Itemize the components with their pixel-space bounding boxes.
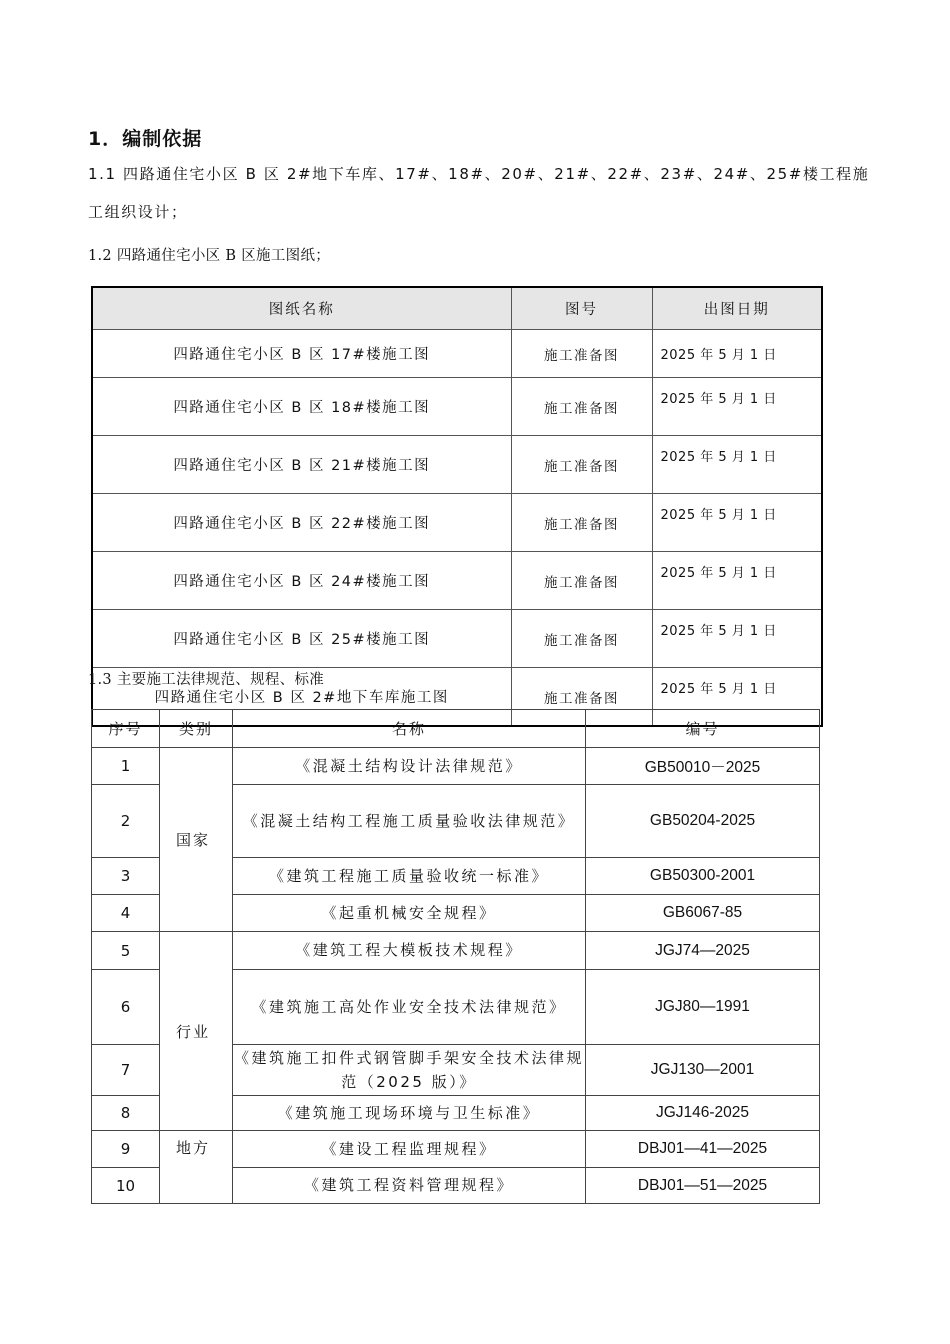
drawing-name: 四路通住宅小区 B 区 2#地下车库施工图 bbox=[92, 668, 511, 727]
table-row bbox=[92, 378, 822, 436]
issue-date: 2025 年 5 月 1 日 bbox=[652, 330, 822, 378]
standard-code: JGJ130—2001 bbox=[586, 1045, 820, 1096]
header-category: 类别 bbox=[160, 710, 233, 748]
serial-number: 9 bbox=[92, 1131, 160, 1168]
basis-item-2: 1.2 四路通住宅小区 B 区施工图纸； bbox=[88, 248, 331, 264]
header-standard-code: 编号 bbox=[586, 710, 820, 748]
drawing-number: 施工准备图 bbox=[511, 378, 652, 436]
standard-name: 《起重机械安全规程》 bbox=[233, 895, 586, 932]
drawings-header-row bbox=[92, 287, 822, 330]
drawing-name: 四路通住宅小区 B 区 24#楼施工图 bbox=[92, 552, 511, 610]
category-local: 地方 bbox=[160, 1131, 233, 1204]
header-serial-number: 序号 bbox=[92, 710, 160, 748]
standard-code: DBJ01—51—2025 bbox=[586, 1168, 820, 1204]
issue-date: 2025 年 5 月 1 日 bbox=[652, 552, 822, 610]
drawing-number: 施工准备图 bbox=[511, 668, 652, 727]
serial-number: 8 bbox=[92, 1096, 160, 1131]
standard-name: 《建设工程监理规程》 bbox=[233, 1131, 586, 1168]
basis-item-3: 1.3 主要施工法律规范、规程、标准 bbox=[88, 672, 325, 688]
serial-number: 3 bbox=[92, 858, 160, 895]
header-issue-date: 出图日期 bbox=[652, 287, 822, 330]
standard-code: JGJ74—2025 bbox=[586, 932, 820, 970]
drawing-number: 施工准备图 bbox=[511, 494, 652, 552]
table-row bbox=[92, 552, 822, 610]
standard-name: 《建筑工程施工质量验收统一标准》 bbox=[233, 858, 586, 895]
issue-date: 2025 年 5 月 1 日 bbox=[652, 668, 822, 727]
category-industry: 行业 bbox=[160, 932, 233, 1131]
serial-number: 2 bbox=[92, 785, 160, 858]
standard-code: GB50300-2001 bbox=[586, 858, 820, 895]
table-row bbox=[92, 932, 820, 970]
standard-name: 《建筑工程大模板技术规程》 bbox=[233, 932, 586, 970]
table-row bbox=[92, 436, 822, 494]
basis-item-1-line-1: 1.1 四路通住宅小区 B 区 2#地下车库、17#、18#、20#、21#、22#、23#、24#、25#楼工程施 bbox=[88, 165, 870, 183]
drawing-name: 四路通住宅小区 B 区 25#楼施工图 bbox=[92, 610, 511, 668]
standard-code: GB50204-2025 bbox=[586, 785, 820, 858]
standard-code: GB50010－2025 bbox=[586, 748, 820, 785]
standard-name: 《建筑施工扣件式钢管脚手架安全技术法律规范（2025 版）》 bbox=[233, 1045, 586, 1096]
header-standard-name: 名称 bbox=[233, 710, 586, 748]
table-row bbox=[92, 1131, 820, 1168]
drawing-number: 施工准备图 bbox=[511, 330, 652, 378]
category-national: 国家 bbox=[160, 748, 233, 932]
serial-number: 6 bbox=[92, 970, 160, 1045]
serial-number: 1 bbox=[92, 748, 160, 785]
standard-name: 《混凝土结构工程施工质量验收法律规范》 bbox=[233, 785, 586, 858]
table-row bbox=[92, 748, 820, 785]
issue-date: 2025 年 5 月 1 日 bbox=[652, 494, 822, 552]
drawing-name: 四路通住宅小区 B 区 21#楼施工图 bbox=[92, 436, 511, 494]
standards-table bbox=[91, 709, 820, 1204]
header-drawing-number: 图号 bbox=[511, 287, 652, 330]
standard-code: GB6067-85 bbox=[586, 895, 820, 932]
issue-date: 2025 年 5 月 1 日 bbox=[652, 378, 822, 436]
table-row bbox=[92, 330, 822, 378]
issue-date: 2025 年 5 月 1 日 bbox=[652, 436, 822, 494]
drawings-table bbox=[91, 286, 823, 727]
drawing-name: 四路通住宅小区 B 区 22#楼施工图 bbox=[92, 494, 511, 552]
serial-number: 4 bbox=[92, 895, 160, 932]
standard-code: JGJ80—1991 bbox=[586, 970, 820, 1045]
standard-name: 《建筑工程资料管理规程》 bbox=[233, 1168, 586, 1204]
standard-code: JGJ146-2025 bbox=[586, 1096, 820, 1131]
standards-header-row bbox=[92, 710, 820, 748]
drawing-name: 四路通住宅小区 B 区 18#楼施工图 bbox=[92, 378, 511, 436]
serial-number: 10 bbox=[92, 1168, 160, 1204]
drawing-number: 施工准备图 bbox=[511, 552, 652, 610]
standard-code: DBJ01—41—2025 bbox=[586, 1131, 820, 1168]
basis-item-1-line-2: 工组织设计； bbox=[88, 203, 188, 221]
section-heading: 1．编制依据 bbox=[88, 128, 203, 150]
serial-number: 7 bbox=[92, 1045, 160, 1096]
table-row bbox=[92, 494, 822, 552]
drawing-number: 施工准备图 bbox=[511, 436, 652, 494]
header-drawing-name: 图纸名称 bbox=[92, 287, 511, 330]
issue-date: 2025 年 5 月 1 日 bbox=[652, 610, 822, 668]
drawing-name: 四路通住宅小区 B 区 17#楼施工图 bbox=[92, 330, 511, 378]
drawing-number: 施工准备图 bbox=[511, 610, 652, 668]
standard-name: 《混凝土结构设计法律规范》 bbox=[233, 748, 586, 785]
standard-name: 《建筑施工高处作业安全技术法律规范》 bbox=[233, 970, 586, 1045]
table-row bbox=[92, 610, 822, 668]
standard-name: 《建筑施工现场环境与卫生标准》 bbox=[233, 1096, 586, 1131]
serial-number: 5 bbox=[92, 932, 160, 970]
